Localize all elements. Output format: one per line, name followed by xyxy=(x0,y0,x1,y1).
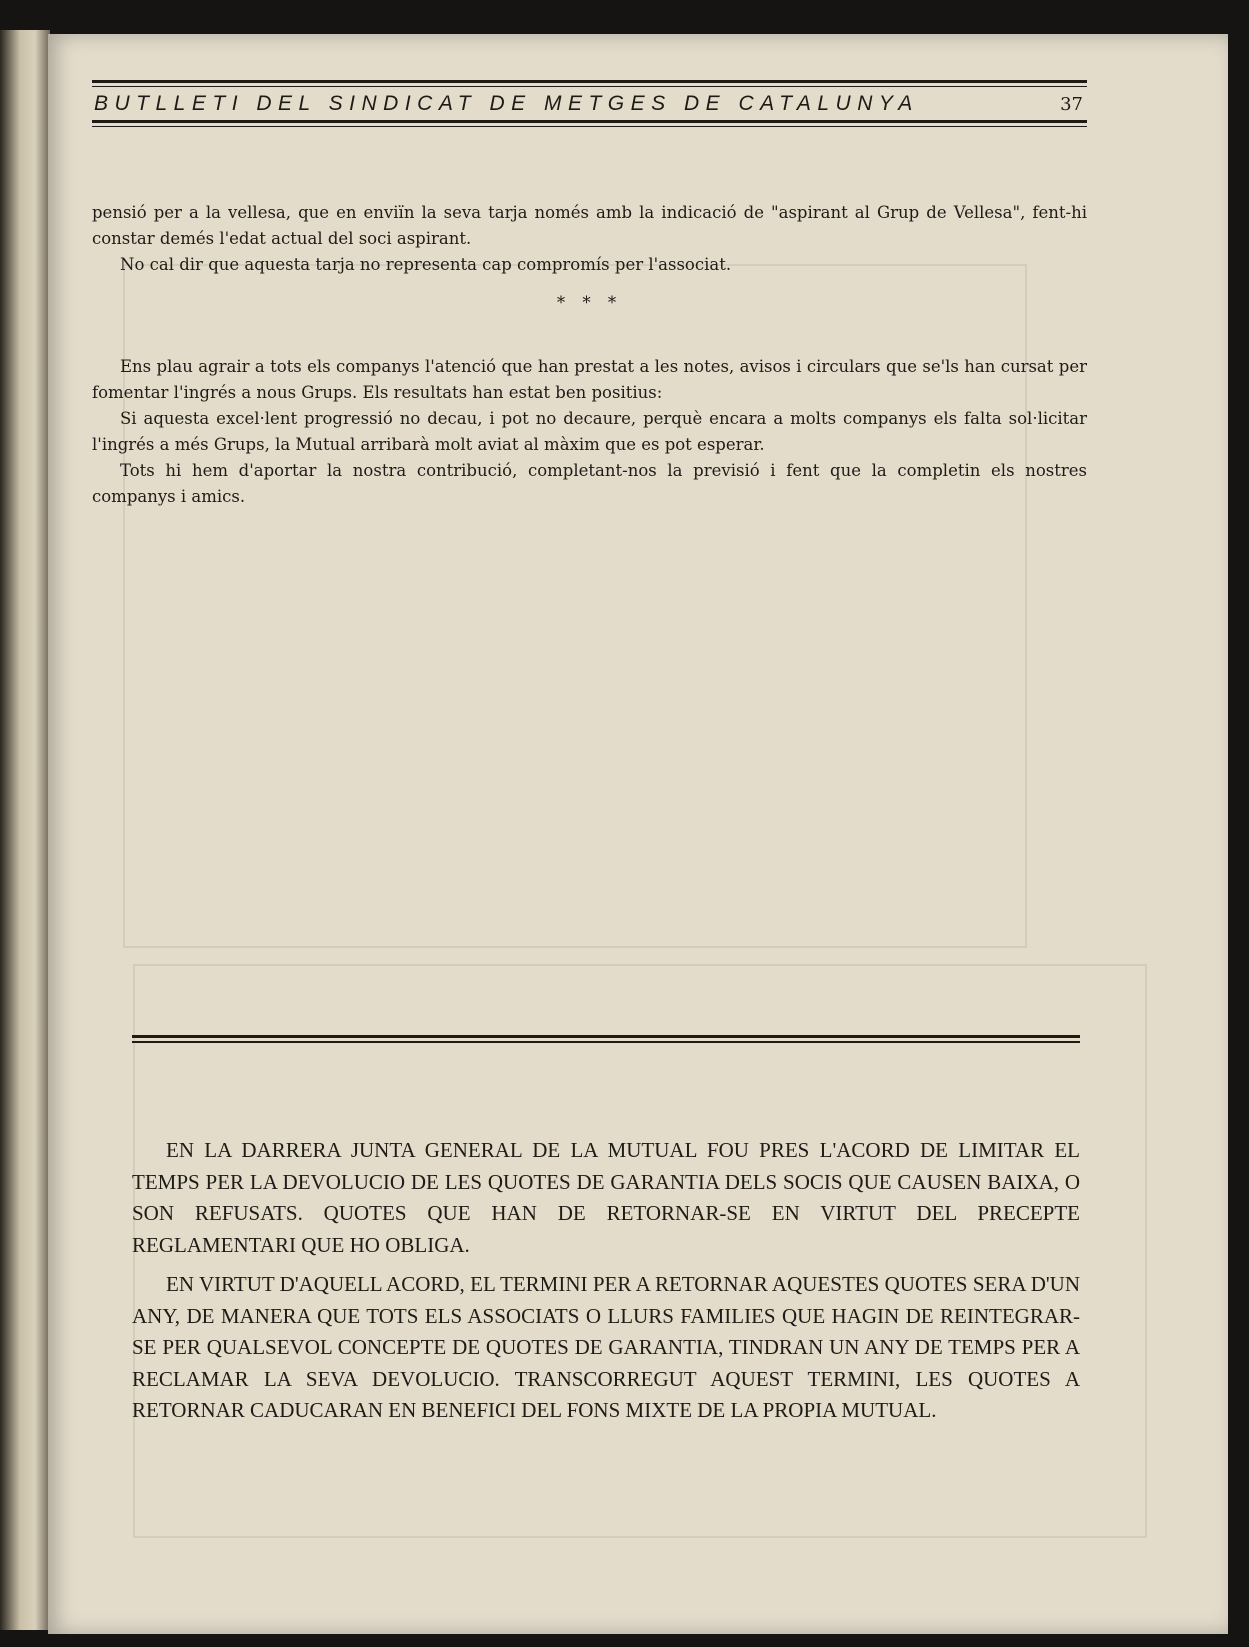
paragraph-thanks: Ens plau agrair a tots els companys l'atenció que han prestat a les notes, avisos i circulars que se'ls han cursat per fomentar l'ingrés a nous Grups. Els resultats han estat ben positius: xyxy=(92,357,1087,402)
section-separator: * * * xyxy=(556,293,623,312)
header-rule-top xyxy=(92,80,1087,83)
paragraph-note: No cal dir que aquesta tarja no representa cap compromís per l'associat. xyxy=(120,255,732,274)
paragraph-continuation: pensió per a la vellesa, que en enviïn la seva tarja només amb la indicació de "aspirant al Grup de Vellesa", fent-hi constar demés l'edat actual del soci aspirant. xyxy=(92,203,1087,248)
running-header xyxy=(92,80,1087,127)
page-number: 37 xyxy=(1060,94,1083,115)
mutual-notice xyxy=(132,1135,1080,1427)
header-row xyxy=(92,87,1087,120)
paragraph-progress: Si aquesta excel·lent progressió no decau, i pot no decaure, perquè encara a molts companys els falta sol·licitar l'ingrés a més Grups, la Mutual arribarà molt aviat al màxim que es pot esperar. xyxy=(92,409,1087,454)
binding-edge xyxy=(0,30,50,1630)
notice-paragraph-2: EN VIRTUT D'AQUELL ACORD, EL TERMINI PER A RETORNAR AQUESTES QUOTES SERA D'UN ANY, DE MANERA QUE TOTS ELS ASSOCIATS O LLURS FAMILIES QUE HAGIN DE REINTEGRAR-SE PER QUALSEVOL CONCEPTE DE QUOTES DE GARANTIA, TINDRAN UN ANY DE TEMPS PER A RECLAMAR LA SEVA DEVOLUCIO. TRANSCORREGUT AQUEST TERMINI, LES QUOTES A RETORNAR CADUCARAN EN BENEFICI DEL FONS MIXTE DE LA PROPIA MUTUAL. xyxy=(132,1272,1080,1422)
header-rule-bottom xyxy=(92,120,1087,123)
running-title: BUTLLETI DEL SINDICAT DE METGES DE CATALUNYA xyxy=(94,92,919,115)
section-divider xyxy=(132,1035,1080,1043)
article-body xyxy=(92,200,1087,510)
paragraph-contribution: Tots hi hem d'aportar la nostra contribució, completant-nos la previsió i fent que la completin els nostres companys i amics. xyxy=(92,461,1087,506)
notice-paragraph-1: EN LA DARRERA JUNTA GENERAL DE LA MUTUAL FOU PRES L'ACORD DE LIMITAR EL TEMPS PER LA DEVOLUCIO DE LES QUOTES DE GARANTIA DELS SOCIS QUE CAUSEN BAIXA, O SON REFUSATS. QUOTES QUE HAN DE RETORNAR-SE EN VIRTUT DEL PRECEPTE REGLAMENTARI QUE HO OBLIGA. xyxy=(132,1138,1080,1257)
header-rule-bottom-thin xyxy=(92,126,1087,127)
